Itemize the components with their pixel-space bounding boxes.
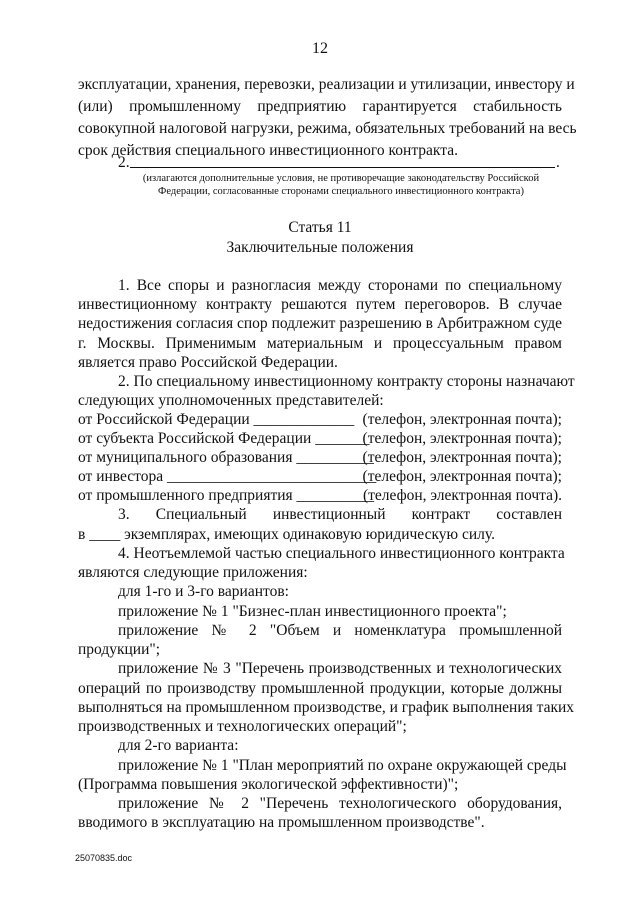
representative-label: от промышленного предприятия __________: [78, 487, 375, 504]
representative-label: от инвестора ___________________________: [78, 468, 377, 485]
text-line: производственных и технологических операций";: [78, 718, 407, 735]
text-line: недостижения согласия спор подлежит разрешению в Арбитражном суде: [78, 315, 562, 332]
footnote-line: Федерации, согласованные сторонами специального инвестиционного контракта): [158, 186, 524, 197]
text-line: г. Москвы. Применимым материальным и процессуальным правом: [78, 335, 562, 352]
text-line: операций по производству промышленной продукции, которые должны: [78, 680, 562, 697]
text-line: (или) промышленному предприятию гарантируется стабильность: [78, 98, 562, 115]
article-title: Заключительные положения: [226, 239, 414, 256]
representative-label: от субъекта Российской Федерации _______: [78, 430, 370, 447]
text-line: (Программа повышения экологической эффективности)";: [78, 776, 459, 793]
text-line: 3. Специальный инвестиционный контракт составлен: [118, 506, 562, 523]
text-line: инвестиционному контракту решаются путем переговоров. В случае: [78, 296, 562, 313]
appendix-item: приложение № 2 "Перечень технологического оборудования,: [118, 795, 562, 812]
appendix-item: приложение № 1 "Бизнес-план инвестиционного проекта";: [118, 603, 507, 620]
document-filename: 25070835.doc: [75, 853, 133, 863]
text-line: вводимого в эксплуатацию на промышленном производстве".: [78, 814, 485, 831]
text-line: 4. Неотъемлемой частью специального инвестиционного контракта: [118, 545, 565, 562]
article-number: Статья 11: [288, 219, 352, 236]
text-line: является право Российской Федерации.: [78, 354, 338, 371]
text-line: в ____ экземплярах, имеющих одинаковую юридическую силу.: [78, 526, 495, 543]
footnote-line: (излагаются дополнительные условия, не противоречащие законодательству Российской: [142, 173, 540, 184]
representative-label: от Российской Федерации _____________: [78, 411, 355, 428]
representative-contact: (телефон, электронная почта);: [362, 468, 562, 485]
variant-heading: для 1-го и 3-го вариантов:: [118, 583, 289, 600]
text-line: следующих уполномоченных представителей:: [78, 392, 384, 409]
appendix-item: приложение № 3 "Перечень производственных и технологических: [118, 660, 562, 677]
text-line: эксплуатации, хранения, перевозки, реализации и утилизации, инвестору и: [78, 76, 575, 93]
text-line: выполняться на промышленном производстве, и график выполнения таких: [78, 699, 575, 716]
representative-contact: (телефон, электронная почта);: [362, 411, 562, 428]
text-line: 2. По специальному инвестиционному контракту стороны назначают: [118, 373, 575, 390]
representative-contact: (телефон, электронная почта).: [362, 487, 562, 504]
item-2-number: 2.: [118, 154, 130, 171]
representative-label: от муниципального образования __________: [78, 449, 374, 466]
appendix-item: приложение № 1 "План мероприятий по охране окружающей среды: [118, 757, 567, 774]
appendix-item: приложение № 2 "Объем и номенклатура промышленной: [118, 622, 562, 639]
variant-heading: для 2-го варианта:: [118, 737, 239, 754]
item-2-end: .: [556, 154, 560, 171]
text-line: срок действия специального инвестиционного контракта.: [78, 142, 458, 159]
page-number: 12: [312, 40, 328, 57]
text-line: продукции";: [78, 641, 161, 658]
representative-contact: (телефон, электронная почта);: [362, 430, 562, 447]
fill-in-line: [130, 167, 555, 168]
text-line: совокупной налоговой нагрузки, режима, обязательных требований на весь: [78, 120, 577, 137]
text-line: 1. Все споры и разногласия между сторонами по специальному: [118, 277, 562, 294]
representative-contact: (телефон, электронная почта);: [362, 449, 562, 466]
text-line: являются следующие приложения:: [78, 564, 308, 581]
